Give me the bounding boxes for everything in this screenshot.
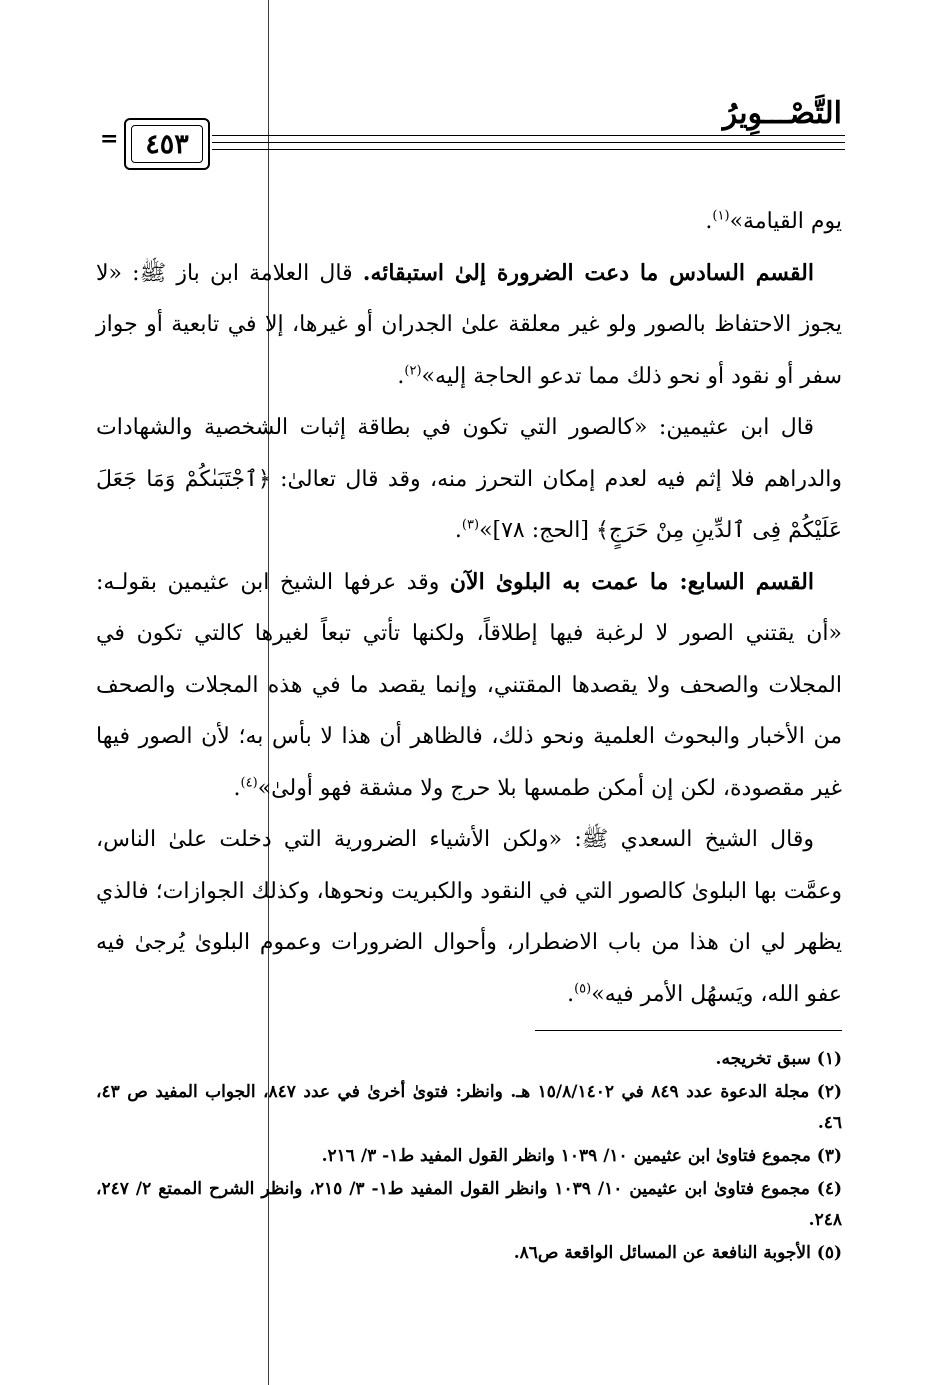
paragraph: [96, 814, 842, 1020]
paragraph-text: يوم القيامة»: [729, 209, 842, 234]
footnote-ref: (٥): [574, 981, 592, 997]
section-heading: القسم السادس ما دعت الضرورة إلىٰ استبقائه.: [362, 259, 814, 286]
page-number: ٤٥٣: [131, 125, 203, 163]
punctuation: .: [233, 775, 241, 801]
header-rule: [212, 149, 845, 150]
footnotes: [96, 1044, 842, 1271]
paragraph: [96, 557, 842, 815]
footnote: (١) سبق تخريجه.: [715, 1049, 842, 1069]
header-rule: [212, 135, 845, 136]
punctuation: .: [567, 981, 575, 1007]
section-heading: القسم السابع: ما عمت به البلوىٰ الآن: [449, 568, 814, 595]
header-marker: =: [100, 126, 119, 152]
paragraph-text: وقال الشيخ السعدي ﷺ: «ولكن الأشياء الضرورية التي دخلت علىٰ الناس، وعمَّت بها البلوىٰ كالصور التي في النقود والكبريت ونحوها، وكذلك الجوازات؛ فالذي يظهر لي ان هذا من باب الاضطرار، وأحوال الضرورات وعموم البلوىٰ يُرجىٰ فيه عفو الله، ويَسهُل الأمر فيه»: [96, 827, 842, 1007]
paragraph: [96, 248, 842, 403]
footnote: (٤) مجموع فتاوىٰ ابن عثيمين ١٠/ ١٠٣٩ وانظر القول المفيد ط١- ٣/ ٢١٥، وانظر الشرح الممتع ٢/ ٢٤٧، ٢٤٨.: [96, 1179, 843, 1230]
footnote-ref: (٤): [240, 775, 258, 791]
footnote-ref: (٢): [404, 363, 422, 379]
punctuation: .: [454, 518, 462, 543]
footnote: (٣) مجموع فتاوىٰ ابن عثيمين ١٠/ ١٠٣٩ وانظر القول المفيد ط١- ٣/ ٢١٦.: [321, 1146, 842, 1166]
page-number-frame: [124, 118, 210, 170]
punctuation: .: [705, 209, 713, 234]
paragraph-text: قال العلامة ابن باز ﷺ: «لا يجوز الاحتفاظ بالصور ولو غير معلقة علىٰ الجدران أو غيرها، إلا في تابعية أو جواز سفر أو نقود أو نحو ذلك مما تدعو الحاجة إليه»: [96, 260, 842, 389]
paragraph-text: وقد عرفها الشيخ ابن عثيمين بقولـه: «أن يقتني الصور لا لرغبة فيها إطلاقاً، ولكنها تأتي تبعاً لغيرها كالتي تكون في المجلات والصحف ولا يقصدها المقتني، وإنما يقصد ما في هذه المجلات والصحف من الأخبار والبحوث العلمية ونحو ذلك، فالظاهر أن هذا لا بأس به؛ لأن الصور فيها غير مقصودة، لكن إن أمكن طمسها بلا حرج ولا مشقة فهو أولىٰ»: [96, 569, 842, 801]
punctuation: .: [397, 363, 405, 389]
footnote-ref: (٣): [461, 517, 480, 533]
main-text: [96, 196, 842, 1020]
paragraph: [96, 402, 842, 557]
running-title: التَّصْـــوِيرُ: [722, 96, 842, 131]
footnote: (٢) مجلة الدعوة عدد ٨٤٩ في ١٥/٨/١٤٠٢ هـ. وانظر: فتوىٰ أخرىٰ في عدد ٨٤٧، الجواب المفيد ص ٤٣، ٤٦.: [96, 1082, 842, 1133]
footnote: (٥) الأجوبة النافعة عن المسائل الواقعة ص٨٦.: [513, 1243, 842, 1263]
paragraph-text: قال ابن عثيمين: «كالصور التي تكون في بطاقة إثبات الشخصية والشهادات والدراهم فلا إثم فيه لعدم إمكان التحرز منه، وقد قال تعالىٰ: ﴿ٱجْتَبَىٰكُمْ وَمَا جَعَلَ عَلَيْكُمْ فِى ٱلدِّينِ مِنْ حَرَجٍ﴾ [الحج: ٧٨]»: [96, 415, 842, 543]
paragraph: [96, 196, 842, 248]
header-rule: [212, 142, 845, 143]
footnote-separator: [535, 1030, 842, 1031]
footnote-ref: (١): [712, 208, 730, 224]
